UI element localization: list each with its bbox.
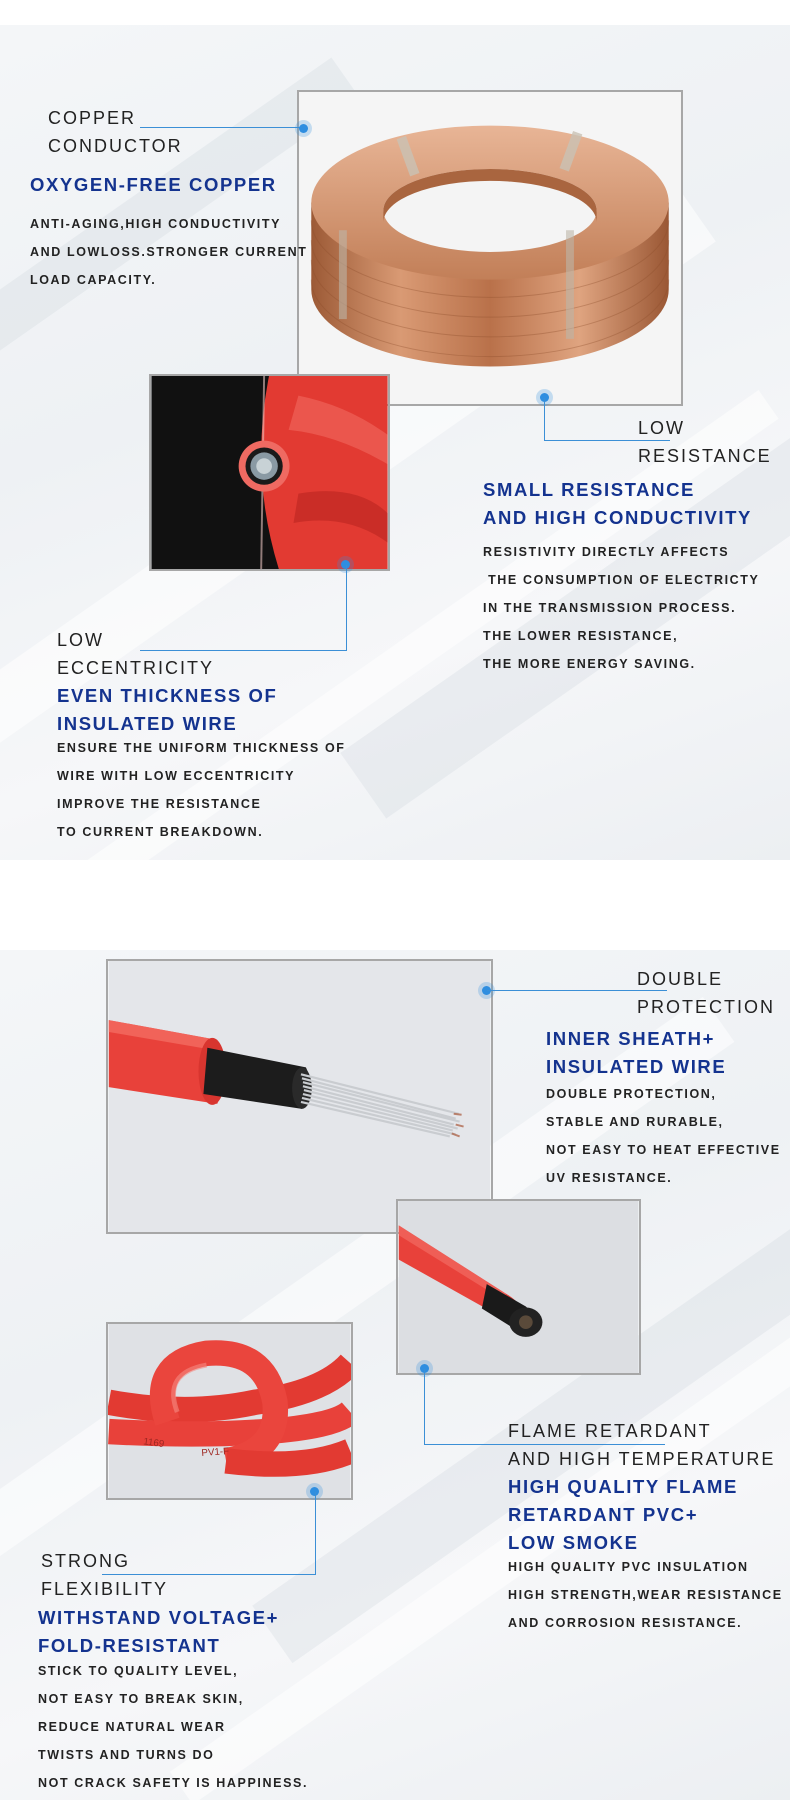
stripped-wire-image [108,961,491,1232]
copper-conductor-label: COPPER CONDUCTOR [48,108,183,156]
resistance-description: RESISTIVITY DIRECTLY AFFECTS THE CONSUMPTION OF ELECTRICTY IN THE TRANSMISSION PROCESS. THE LOWER RESISTANCE, THE MORE ENERGY SAVING. [483,545,760,671]
protection-description: DOUBLE PROTECTION, STABLE AND RURABLE, NOT EASY TO HEAT EFFECTIVE UV RESISTANCE. [546,1087,781,1185]
strong-flexibility-label: STRONG FLEXIBILITY [41,1551,169,1599]
flame-description: HIGH QUALITY PVC INSULATION HIGH STRENGTH,WEAR RESISTANCE AND CORROSION RESISTANCE. [508,1560,783,1630]
copper-title: OXYGEN-FREE COPPER [30,174,277,195]
stripped-wire-photo [106,959,493,1234]
cable-print-number: 1169 [142,1436,165,1451]
flame-test-photo [396,1199,641,1375]
flame-title: HIGH QUALITY FLAME RETARDANT PVC+ LOW SMOKE [508,1476,738,1553]
copper-coil-image [299,92,681,404]
cable-cross-section-image [151,376,388,569]
flexibility-description: STICK TO QUALITY LEVEL, NOT EASY TO BREAK SKIN, REDUCE NATURAL WEAR TWISTS AND TURNS DO NOT CRACK SAFETY IS HAPPINESS. [38,1664,309,1790]
cable-cross-section-photo [149,374,390,571]
flexible-cable-knot-image [108,1324,351,1498]
copper-leader-line [140,127,302,128]
flame-test-image [398,1201,639,1373]
eccentricity-description: ENSURE THE UNIFORM THICKNESS OF WIRE WITH LOW ECCENTRICITY IMPROVE THE RESISTANCE TO CURRENT BREAKDOWN. [57,741,346,839]
flame-retardant-label: FLAME RETARDANT AND HIGH TEMPERATURE [508,1421,776,1469]
low-resistance-label: LOW RESISTANCE [638,418,772,466]
protection-title: INNER SHEATH+ INSULATED WIRE [546,1028,727,1077]
copper-description: ANTI-AGING,HIGH CONDUCTIVITY AND LOWLOSS.STRONGER CURRENT LOAD CAPACITY. [30,217,308,287]
cable-print-model: PV1-F [201,1446,230,1459]
copper-callout-dot [299,124,308,133]
copper-coil-photo [297,90,683,406]
low-eccentricity-label: LOW ECCENTRICITY [57,630,215,678]
double-protection-label: DOUBLE PROTECTION [637,969,776,1017]
resistance-title: SMALL RESISTANCE AND HIGH CONDUCTIVITY [483,479,752,528]
flexibility-title: WITHSTAND VOLTAGE+ FOLD-RESISTANT [38,1607,280,1656]
flexible-cable-knot-photo [106,1322,353,1500]
eccentricity-title: EVEN THICKNESS OF INSULATED WIRE [57,685,278,734]
